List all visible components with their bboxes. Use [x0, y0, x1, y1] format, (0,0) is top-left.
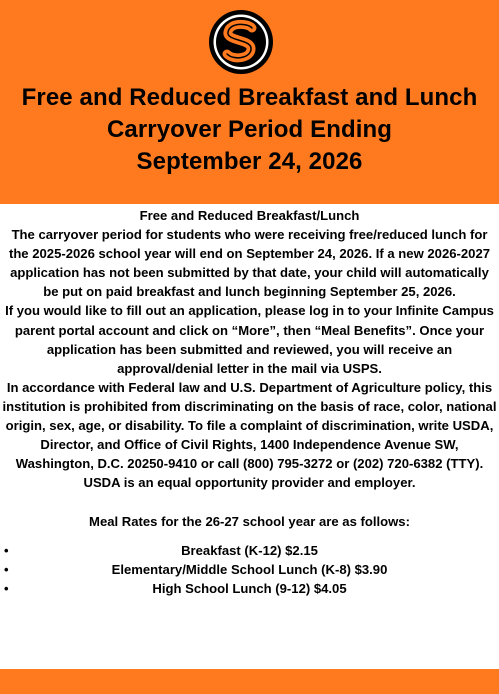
header-banner	[0, 0, 499, 204]
page-title	[0, 82, 499, 178]
notice-body	[0, 204, 499, 598]
section-heading: Free and Reduced Breakfast/Lunch	[139, 208, 360, 223]
title-line-3: September 24, 2026	[136, 148, 363, 175]
rate-elementary-lunch: Elementary/Middle School Lunch (K-8) $3.90	[111, 561, 388, 577]
nondiscrimination-paragraph: In accordance with Federal law and U.S. Department of Agriculture policy, this institution is prohibited from discriminating on the basis of race, color, national origin, sex, age, or disability. To file a complaint of discrimination, write USDA, Director, and Office of Civil Rights, 1400 Independence Avenue SW, Washington, D.C. 20250-9410 or call (800) 795-3272 or (202) 720-6382 (TTY). USDA is an equal opportunity provider and employer.	[2, 379, 497, 491]
school-s-logo-icon	[208, 9, 274, 75]
list-item	[0, 560, 499, 579]
list-item	[0, 579, 499, 598]
list-item	[0, 541, 499, 560]
application-paragraph: If you would like to fill out an application, please log in to your Infinite Campus parent portal account and click on “More”, then “Meal Benefits”. Once your application has been submitted and reviewed, you will receive an approval/denial letter in the mail via USPS.	[5, 303, 494, 376]
carryover-paragraph: The carryover period for students who were receiving free/reduced lunch for the 2025-2026 school year will end on September 24, 2026. If a new 2026-2027 application has not been submitted by that date, your child will automatically be put on paid breakfast and lunch beginning September 25, 2026.	[8, 227, 491, 300]
bullet-icon: •	[4, 561, 9, 577]
bullet-icon: •	[4, 580, 9, 596]
footer-bar	[0, 669, 499, 694]
meal-rates-intro: Meal Rates for the 26-27 school year are as follows:	[89, 513, 410, 529]
rate-high-school-lunch: High School Lunch (9-12) $4.05	[152, 580, 347, 596]
spacer	[0, 492, 499, 511]
bullet-icon: •	[4, 542, 9, 558]
title-line-1: Free and Reduced Breakfast and Lunch	[21, 84, 478, 111]
meal-rates-list	[0, 541, 499, 598]
title-line-2: Carryover Period Ending	[106, 116, 393, 143]
rate-breakfast: Breakfast (K-12) $2.15	[181, 542, 318, 558]
